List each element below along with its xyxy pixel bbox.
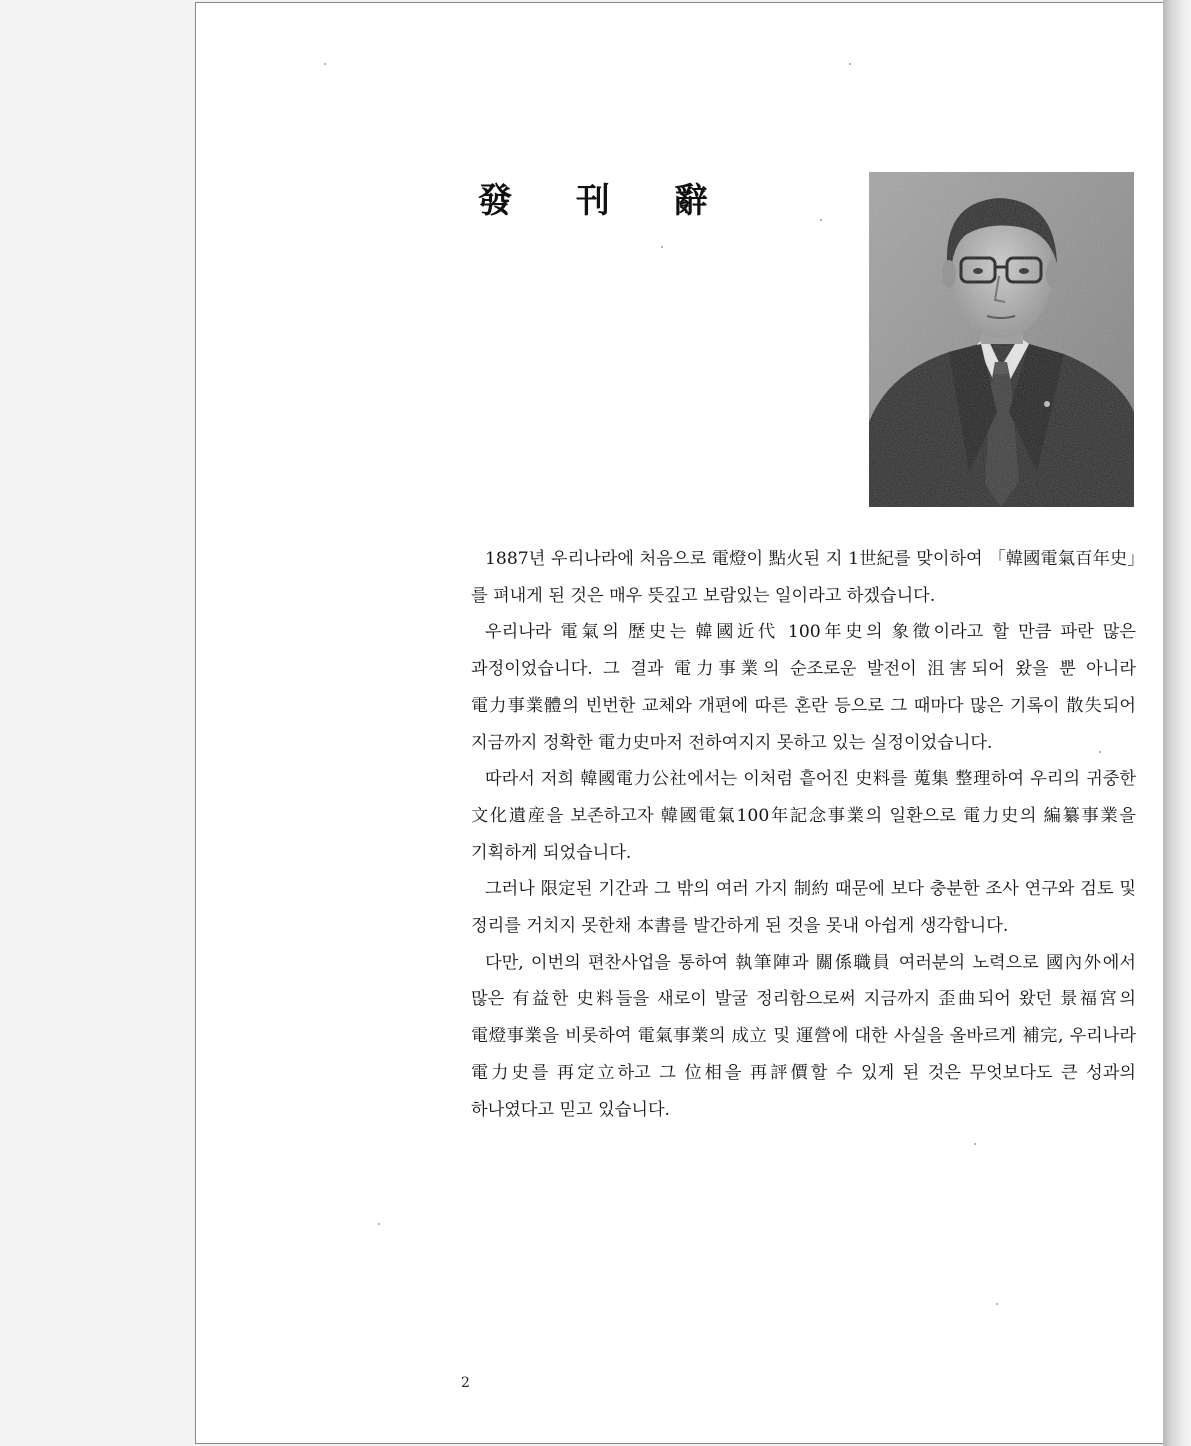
portrait-photo: [869, 172, 1134, 507]
paragraph-5: 다만, 이번의 편찬사업을 통하여 執筆陣과 關係職員 여러분의 노력으로 國內外에서 많은 有益한 史料들을 새로이 발굴 정리함으로써 지금까지 歪曲되어 왔던 景福宮의 電燈事業을 비롯하여 電氣事業의 成立 및 運營에 대한 사실을 올바르게 補完, 우리나라 電力史를 再定立하고 그 位相을 再評價할 수 있게 된 것은 무엇보다도 큰 성과의 하나였다고 믿고 있습니다.: [471, 952, 1136, 1120]
page-title: 發 刊 辭: [478, 181, 734, 221]
paragraph-3: 따라서 저희 韓國電力公社에서는 이처럼 흩어진 史料를 蒐集 整理하여 우리의 귀중한 文化遺産을 보존하고자 韓國電氣100年記念事業의 일환으로 電力史의 編纂事業을 기획하게 되었습니다.: [471, 769, 1136, 863]
scan-speck: [661, 246, 663, 248]
paragraph-2: 우리나라 電氣의 歷史는 韓國近代 100年史의 象徵이라고 할 만큼 파란 많은 과정이었습니다. 그 결과 電力事業의 순조로운 발전이 沮害되어 왔을 뿐 아니라 電力事業體의 빈번한 교체와 개편에 따른 혼란 등으로 그 때마다 많은 기록이 散失되어 지금까지 정확한 電力史마저 전하여지지 못하고 있는 실정이었습니다.: [471, 622, 1136, 753]
scan-speck: [974, 1143, 976, 1145]
paragraph-4: 그러나 限定된 기간과 그 밖의 여러 가지 制約 때문에 보다 충분한 조사 연구와 검토 및 정리를 거치지 못한채 本書를 발간하게 된 것을 못내 아쉽게 생각합니다.: [471, 879, 1136, 937]
viewer-background: [0, 0, 195, 1446]
scan-speck: [324, 63, 326, 65]
document-page: [195, 2, 1163, 1444]
page-number: 2: [461, 1375, 470, 1391]
scan-speck: [378, 1223, 380, 1225]
scan-speck: [849, 63, 851, 65]
paragraph-1: 1887년 우리나라에 처음으로 電燈이 點火된 지 1世紀를 맞이하여 「韓國電氣百年史」를 펴내게 된 것은 매우 뜻깊고 보람있는 일이라고 하겠습니다.: [471, 549, 1136, 606]
scan-speck: [820, 219, 822, 221]
page-edge-shadow: [1163, 0, 1191, 1446]
body-text: [471, 541, 1136, 1128]
scan-speck: [1099, 751, 1101, 753]
scan-speck: [996, 1303, 998, 1305]
